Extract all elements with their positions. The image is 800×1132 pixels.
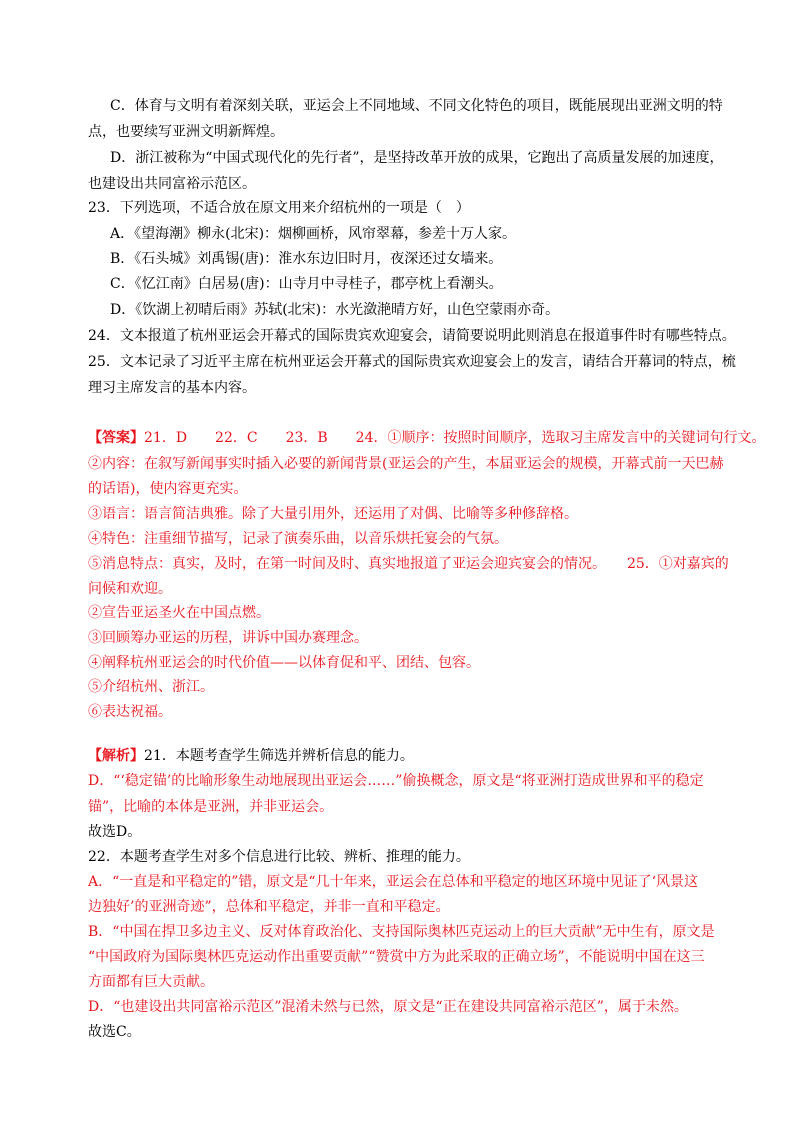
analysis-line: D．“‘稳定锚’的比喻形象生动地展现出亚运会……”偷换概念，原文是“将亚洲打造成世界和平的稳定 [88,773,704,789]
answer-line: ④特色：注重细节描写，记录了演奏乐曲，以音乐烘托宴会的气氛。 [88,531,508,547]
answer-line: ②宣告亚运圣火在中国点燃。 [88,605,270,621]
analysis-line: 方面都有巨大贡献。 [88,974,214,990]
analysis-line: 边独好’的亚洲奇迹”，总体和平稳定，并非一直和平稳定。 [88,899,450,915]
analysis-line: “中国政府为国际奥林匹克运动作出重要贡献”“赞赏中方为此采取的正确立场”，不能说明中国在这三 [88,949,705,965]
answer-first-line-text: 21．D 22．C 23．B 24．①顺序：按照时间顺序，选取习主席发言中的关键词句行文。 [144,430,766,446]
analysis-first-line-text: 21．本题考查学生筛选并辨析信息的能力。 [144,748,414,764]
analysis-line: A．“一直是和平稳定的”错，原文是“几十年来，亚运会在总体和平稳定的地区环境中见证了‘风景这 [88,874,699,890]
analysis-line: 22．本题考查学生对多个信息进行比较、辨析、推理的能力。 [88,849,470,865]
answer-label: 【答案】 [88,430,144,446]
q22-option-d-line-2: 也建设出共同富裕示范区。 [88,176,256,192]
answer-line: ⑤介绍杭州、浙江。 [88,679,214,695]
analysis-line: 故选D。 [88,824,142,840]
analysis-line: B．“中国在捍卫多边主义、反对体育政治化、支持国际奥林匹克运动上的巨大贡献”无中生有，原文是 [88,924,715,940]
q23-stem: 23．下列选项，不适合放在原文用来介绍杭州的一项是（ ） [88,200,470,216]
q22-option-d-line-1: D．浙江被称为“中国式现代化的先行者”，是坚持改革开放的成果，它跑出了高质量发展的加速度， [110,150,724,166]
answer-line: 的话语)，使内容更充实。 [88,481,248,497]
answer-first-line [88,428,765,448]
analysis-line: D．“也建设出共同富裕示范区”混淆未然与已然，原文是“正在建设共同富裕示范区”，属于未然。 [88,999,688,1015]
q23-option-d: D．《饮湖上初晴后雨》苏轼(北宋)：水光潋滟晴方好，山色空蒙雨亦奇。 [110,302,560,318]
q23-option-a: A．《望海潮》柳永(北宋)：烟柳画桥，风帘翠幕，参差十万人家。 [110,226,517,242]
answer-line: ②内容：在叙写新闻事实时插入必要的新闻背景(亚运会的产生，本届亚运会的规模，开幕式前一天巴赫 [88,456,724,472]
analysis-first-line [88,746,414,766]
answer-line: ⑤消息特点：真实，及时，在第一时间及时、真实地报道了亚运会迎宾宴会的情况。 25．①对嘉宾的 [88,556,729,572]
analysis-line: 锚”，比喻的本体是亚洲，并非亚运会。 [88,799,334,815]
answer-line: ③语言：语言简洁典雅。除了大量引用外，还运用了对偶、比喻等多种修辞格。 [88,506,578,522]
q23-option-b: B．《石头城》刘禹锡(唐)：淮水东边旧时月，夜深还过女墙来。 [110,251,503,267]
answer-line: ③回顾筹办亚运的历程，讲诉中国办赛理念。 [88,630,368,646]
q23-option-c: C．《忆江南》白居易(唐)：山寺月中寻桂子，郡亭枕上看潮头。 [110,276,503,292]
analysis-line: 故选C。 [88,1024,141,1040]
q22-option-c-line-1: C．体育与文明有着深刻关联，亚运会上不同地域、不同文化特色的项目，既能展现出亚洲文明的特 [110,98,723,114]
answer-line: ④阐释杭州亚运会的时代价值——以体育促和平、团结、包容。 [88,655,480,671]
answer-line: ⑥表达祝福。 [88,704,172,720]
answer-line: 问候和欢迎。 [88,581,172,597]
q25-stem-line-1: 25．文本记录了习近平主席在杭州亚运会开幕式的国际贵宾欢迎宴会上的发言，请结合开幕词的特点，梳 [88,354,736,370]
analysis-label: 【解析】 [88,748,144,764]
q22-option-c-line-2: 点，也要续写亚洲文明新辉煌。 [88,124,284,140]
q25-stem-line-2: 理习主席发言的基本内容。 [88,380,256,396]
q24-stem: 24．文本报道了杭州亚运会开幕式的国际贵宾欢迎宴会，请简要说明此则消息在报道事件时有哪些特点。 [88,328,736,344]
